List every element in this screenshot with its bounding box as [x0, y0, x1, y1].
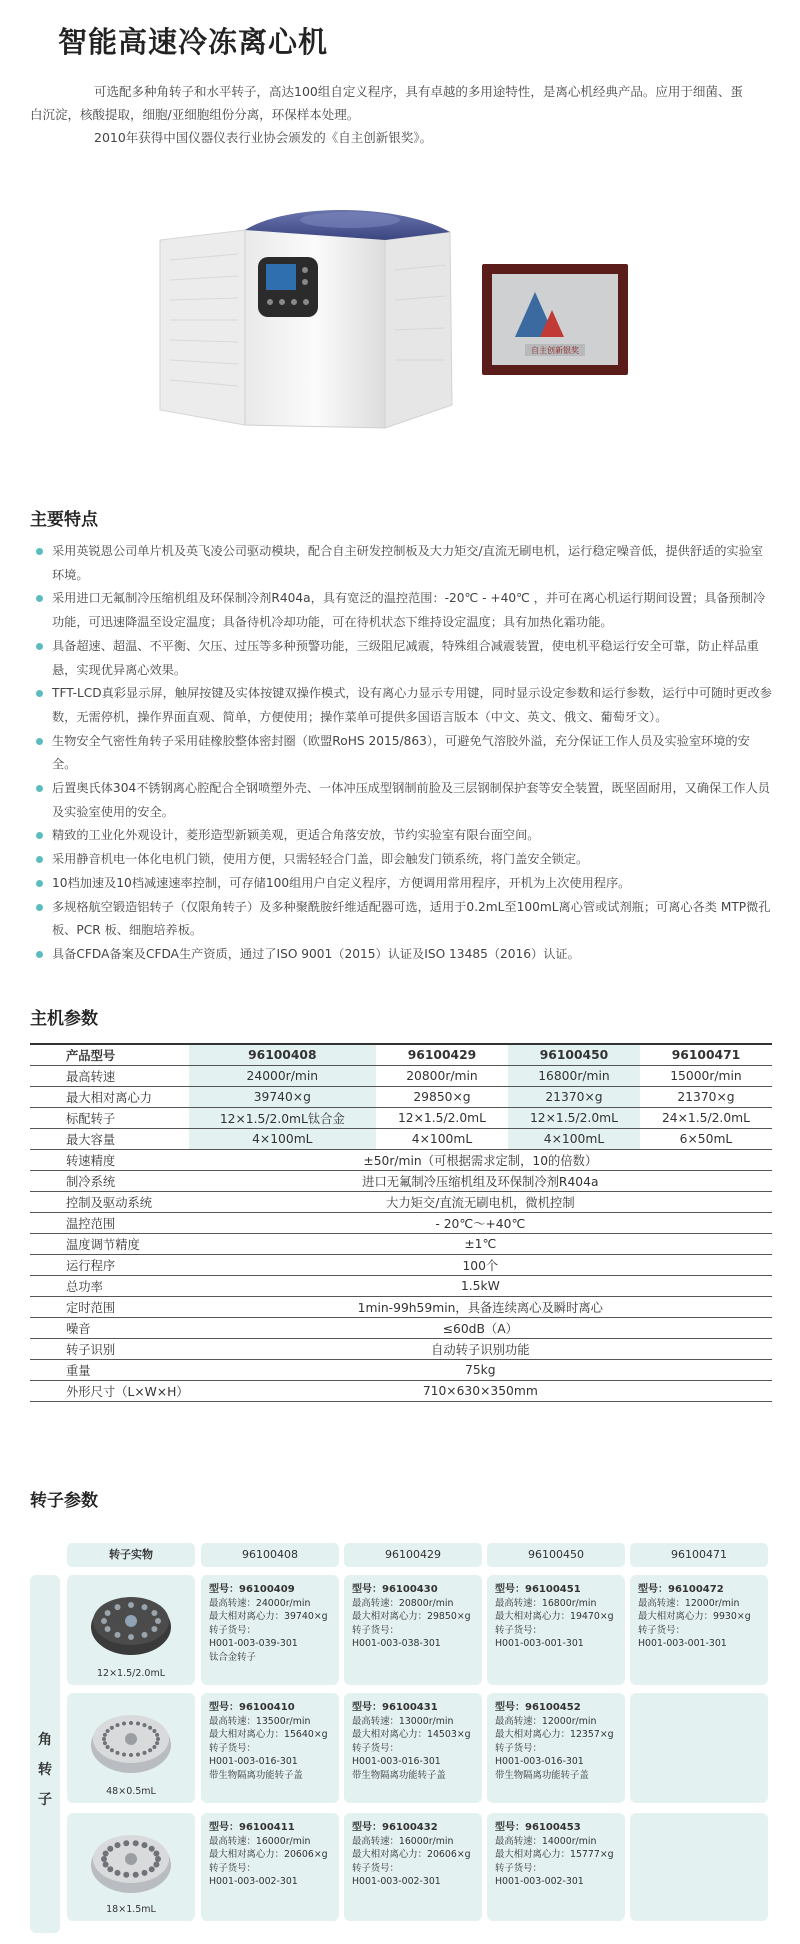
rotor-spec-line: 最高转速：24000r/min [209, 1597, 311, 1609]
rotor-empty-cell [630, 1813, 768, 1921]
rotor-spec-line: 带生物隔离功能转子盖 [209, 1769, 303, 1781]
spec-value: ±1℃ [189, 1233, 772, 1254]
spec-row [30, 1191, 772, 1212]
spec-label: 产品型号 [30, 1044, 189, 1065]
rotor-image-cell [67, 1693, 195, 1803]
rotor-spec-line: 带生物隔离功能转子盖 [495, 1769, 589, 1781]
spec-label: 运行程序 [30, 1254, 189, 1275]
spec-value: 24000r/min [189, 1065, 376, 1086]
spec-value: 1.5kW [189, 1275, 772, 1296]
rotor-model: 型号：96100430 [352, 1584, 438, 1595]
spec-label: 制冷系统 [30, 1170, 189, 1191]
rotor-spec-line: 最高转速：14000r/min [495, 1835, 597, 1847]
spec-value: 进口无氟制冷压缩机组及环保制冷剂R404a [189, 1170, 772, 1191]
spec-table [30, 1043, 772, 1402]
rotor-spec-line: 最大相对离心力：39740×g [209, 1611, 328, 1623]
spec-value: 29850×g [376, 1086, 508, 1107]
rotor-spec-line: 转子货号： [352, 1624, 399, 1636]
rotor-spec-line: H001-003-016-301 [209, 1756, 298, 1768]
features-title: 主要特点 [30, 510, 98, 530]
award-label: 自主创新银奖 [531, 346, 579, 355]
feature-item: 采用英锐恩公司单片机及英飞凌公司驱动模块，配合自主研发控制板及大力矩交/直流无刷电机，运行稳定噪音低，提供舒适的实验室环境。 [34, 540, 774, 587]
feature-item: 具备CFDA备案及CFDA生产资质，通过了ISO 9001（2015）认证及ISO 13485（2016）认证。 [34, 943, 774, 967]
feature-item: 10档加速及10档减速速率控制，可存储100组用户自定义程序，方便调用常用程序，开机为上次使用程序。 [34, 872, 774, 896]
rotor-spec-line: 转子货号： [495, 1742, 542, 1754]
rotor-spec-cell [630, 1575, 768, 1685]
rotor-image-caption: 48×0.5mL [106, 1786, 156, 1797]
rotor-spec-line: 转子货号： [352, 1862, 399, 1874]
rotor-header-image: 转子实物 [67, 1543, 195, 1567]
rotor-spec-line: 转子货号： [209, 1862, 256, 1874]
rotor-image-cell [67, 1813, 195, 1921]
spec-row [30, 1107, 772, 1128]
rotor-spec-line: H001-003-038-301 [352, 1638, 441, 1650]
spec-label: 转子识别 [30, 1338, 189, 1359]
rotor-spec-cell [201, 1693, 339, 1803]
rotor-model: 型号：96100452 [495, 1702, 581, 1713]
spec-row [30, 1128, 772, 1149]
spec-value: 15000r/min [640, 1065, 772, 1086]
spec-value: ±50r/min（可根据需求定制，10的倍数） [189, 1149, 772, 1170]
spec-model: 96100450 [508, 1044, 640, 1065]
rotor-spec-line: 最大相对离心力：14503×g [352, 1729, 471, 1741]
rotor-spec-line: 带生物隔离功能转子盖 [352, 1769, 446, 1781]
spec-row [30, 1233, 772, 1254]
feature-item: TFT-LCD真彩显示屏，触屏按键及实体按键双操作模式，设有离心力显示专用键，同时显示设定参数和运行参数，运行中可随时更改参数，无需停机，操作界面直观、简单，方便使用；操作菜单可提供多国语言版本（中文、英文、俄文、葡萄牙文）。 [34, 682, 774, 729]
rotor-side-label [30, 1575, 60, 1933]
rotor-spec-cell [201, 1813, 339, 1921]
spec-value: 100个 [189, 1254, 772, 1275]
spec-model: 96100471 [640, 1044, 772, 1065]
spec-label: 噪音 [30, 1317, 189, 1338]
spec-row [30, 1317, 772, 1338]
feature-item: 后置奥氏体304不锈钢离心腔配合全钢喷塑外壳、一体冲压成型钢制前脸及三层钢制保护套等安全装置，既坚固耐用，又确保工作人员及实验室使用的安全。 [34, 777, 774, 824]
spec-value: 12×1.5/2.0mL钛合金 [189, 1107, 376, 1128]
feature-item: 生物安全气密性角转子采用硅橡胶整体密封圈（欧盟RoHS 2015/863），可避免气溶胶外溢，充分保证工作人员及实验室环境的安全。 [34, 730, 774, 777]
rotor-side-char: 子 [38, 1792, 52, 1808]
centrifuge-product-image [150, 210, 480, 435]
rotor-icon [85, 1583, 177, 1663]
rotor-spec-line: 最高转速：20800r/min [352, 1597, 454, 1609]
rotor-spec-line: 转子货号： [495, 1624, 542, 1636]
rotor-spec-line: 转子货号： [638, 1624, 685, 1636]
spec-row [30, 1212, 772, 1233]
rotor-header-model: 96100471 [630, 1543, 768, 1567]
rotor-spec-line: 最高转速：13000r/min [352, 1715, 454, 1727]
rotor-spec-line: 最大相对离心力：20606×g [209, 1849, 328, 1861]
spec-label: 总功率 [30, 1275, 189, 1296]
spec-value: 4×100mL [376, 1128, 508, 1149]
spec-label: 最高转速 [30, 1065, 189, 1086]
feature-item: 精致的工业化外观设计，菱形造型新颖美观，更适合角落安放，节约实验室有限台面空间。 [34, 824, 774, 848]
rotor-spec-line: 转子货号： [209, 1742, 256, 1754]
rotor-spec-line: H001-003-002-301 [209, 1876, 298, 1888]
spec-label: 重量 [30, 1359, 189, 1380]
spec-label: 最大相对离心力 [30, 1086, 189, 1107]
rotor-icon [85, 1821, 177, 1901]
spec-value: 75kg [189, 1359, 772, 1380]
spec-row [30, 1149, 772, 1170]
spec-row [30, 1065, 772, 1086]
rotor-spec-line: 最大相对离心力：19470×g [495, 1611, 614, 1623]
rotor-spec-cell [201, 1575, 339, 1685]
spec-label: 定时范围 [30, 1296, 189, 1317]
rotor-model: 型号：96100409 [209, 1584, 295, 1595]
spec-label: 转速精度 [30, 1149, 189, 1170]
rotor-spec-line: H001-003-039-301 [209, 1638, 298, 1650]
rotor-spec-cell [344, 1813, 482, 1921]
rotor-model: 型号：96100411 [209, 1822, 295, 1833]
spec-value: 大力矩交/直流无刷电机，微机控制 [189, 1191, 772, 1212]
rotor-model: 型号：96100453 [495, 1822, 581, 1833]
spec-value: 4×100mL [508, 1128, 640, 1149]
features-list [34, 540, 774, 967]
rotor-header-model: 96100429 [344, 1543, 482, 1567]
spec-row [30, 1380, 772, 1401]
spec-value: 12×1.5/2.0mL [376, 1107, 508, 1128]
rotor-spec-line: 最高转速：16000r/min [209, 1835, 311, 1847]
rotor-spec-line: 转子货号： [209, 1624, 256, 1636]
rotor-spec-line: 最高转速：12000r/min [495, 1715, 597, 1727]
feature-item: 具备超速、超温、不平衡、欠压、过压等多种预警功能，三级阻尼减震，特殊组合减震装置，使电机平稳运行安全可靠，防止样品重悬，实现优异离心效果。 [34, 635, 774, 682]
spec-value: 自动转子识别功能 [189, 1338, 772, 1359]
rotor-spec-line: H001-003-016-301 [495, 1756, 584, 1768]
spec-value: 710×630×350mm [189, 1380, 772, 1401]
spec-value: - 20℃～+40℃ [189, 1212, 772, 1233]
rotor-spec-line: 最大相对离心力：15640×g [209, 1729, 328, 1741]
rotor-side-char: 角 [38, 1732, 52, 1748]
spec-row [30, 1359, 772, 1380]
rotor-spec-line: 最高转速：13500r/min [209, 1715, 311, 1727]
spec-value: 21370×g [508, 1086, 640, 1107]
spec-label: 温控范围 [30, 1212, 189, 1233]
rotor-spec-line: 转子货号： [495, 1862, 542, 1874]
rotor-spec-line: 最高转速：16800r/min [495, 1597, 597, 1609]
rotor-spec-line: 钛合金转子 [209, 1651, 256, 1663]
rotor-spec-cell [344, 1575, 482, 1685]
spec-value: 12×1.5/2.0mL [508, 1107, 640, 1128]
spec-value: 1min-99h59min，具备连续离心及瞬时离心 [189, 1296, 772, 1317]
spec-value: 16800r/min [508, 1065, 640, 1086]
spec-row [30, 1275, 772, 1296]
rotor-spec-line: H001-003-002-301 [495, 1876, 584, 1888]
rotor-spec-line: H001-003-002-301 [352, 1876, 441, 1888]
rotor-spec-line: 最高转速：12000r/min [638, 1597, 740, 1609]
spec-row [30, 1086, 772, 1107]
rotor-image-cell [67, 1575, 195, 1685]
rotor-empty-cell [630, 1693, 768, 1803]
rotor-spec-line: H001-003-016-301 [352, 1756, 441, 1768]
rotor-model: 型号：96100431 [352, 1702, 438, 1713]
rotor-side-char: 转 [38, 1762, 52, 1778]
award-plaque-image [480, 262, 630, 377]
rotor-spec-line: 最大相对离心力：9930×g [638, 1611, 751, 1623]
rotor-spec-line: H001-003-001-301 [638, 1638, 727, 1650]
rotor-spec-line: 最大相对离心力：15777×g [495, 1849, 614, 1861]
feature-item: 采用静音机电一体化电机门锁，使用方便，只需轻轻合门盖，即会触发门锁系统，将门盖安全锁定。 [34, 848, 774, 872]
spec-value: 24×1.5/2.0mL [640, 1107, 772, 1128]
page-title: 智能高速冷冻离心机 [58, 25, 329, 59]
rotor-spec-cell [344, 1693, 482, 1803]
rotor-title: 转子参数 [30, 1491, 98, 1511]
intro-text [30, 80, 750, 149]
spec-value: 20800r/min [376, 1065, 508, 1086]
intro-paragraph-2: 2010年获得中国仪器仪表行业协会颁发的《自主创新银奖》。 [94, 130, 433, 145]
rotor-model: 型号：96100410 [209, 1702, 295, 1713]
spec-value: 21370×g [640, 1086, 772, 1107]
rotor-spec-line: 最高转速：16000r/min [352, 1835, 454, 1847]
rotor-spec-line: 转子货号： [352, 1742, 399, 1754]
spec-label: 外形尺寸（L×W×H） [30, 1380, 189, 1401]
spec-row [30, 1296, 772, 1317]
spec-value: 6×50mL [640, 1128, 772, 1149]
spec-label: 温度调节精度 [30, 1233, 189, 1254]
rotor-spec-cell [487, 1575, 625, 1685]
rotor-image-caption: 18×1.5mL [106, 1904, 156, 1915]
spec-header-row [30, 1044, 772, 1065]
rotor-header-model: 96100408 [201, 1543, 339, 1567]
rotor-spec-line: 最大相对离心力：12357×g [495, 1729, 614, 1741]
feature-item: 采用进口无氟制冷压缩机组及环保制冷剂R404a，具有宽泛的温控范围：-20℃ - +40℃ ，并可在离心机运行期间设置；具备预制冷功能，可迅速降温至设定温度；具备待机冷却功能，可在待机状态下维持设定温度；具有加热化霜功能。 [34, 587, 774, 634]
feature-item: 多规格航空锻造铝转子（仅限角转子）及多种聚酰胺纤维适配器可选，适用于0.2mL至100mL离心管或试剂瓶；可离心各类 MTP微孔板、PCR 板、细胞培养板。 [34, 896, 774, 943]
rotor-image-caption: 12×1.5/2.0mL [96, 1668, 165, 1679]
rotor-spec-cell [487, 1693, 625, 1803]
rotor-spec-line: H001-003-001-301 [495, 1638, 584, 1650]
rotor-icon [85, 1701, 177, 1781]
rotor-model: 型号：96100432 [352, 1822, 438, 1833]
spec-row [30, 1170, 772, 1191]
spec-value: 4×100mL [189, 1128, 376, 1149]
rotor-spec-line: 最大相对离心力：29850×g [352, 1611, 471, 1623]
rotor-model: 型号：96100472 [638, 1584, 724, 1595]
spec-row [30, 1338, 772, 1359]
rotor-spec-cell [487, 1813, 625, 1921]
spec-model: 96100429 [376, 1044, 508, 1065]
spec-title: 主机参数 [30, 1009, 98, 1029]
spec-label: 标配转子 [30, 1107, 189, 1128]
rotor-model: 型号：96100451 [495, 1584, 581, 1595]
spec-value: 39740×g [189, 1086, 376, 1107]
spec-label: 控制及驱动系统 [30, 1191, 189, 1212]
spec-row [30, 1254, 772, 1275]
spec-model: 96100408 [189, 1044, 376, 1065]
intro-paragraph-1: 可选配多种角转子和水平转子，高达100组自定义程序，具有卓越的多用途特性，是离心机经典产品。应用于细菌、蛋白沉淀，核酸提取，细胞/亚细胞组份分离，环保样本处理。 [30, 84, 743, 122]
rotor-spec-line: 最大相对离心力：20606×g [352, 1849, 471, 1861]
rotor-header-model: 96100450 [487, 1543, 625, 1567]
spec-label: 最大容量 [30, 1128, 189, 1149]
spec-value: ≤60dB（A） [189, 1317, 772, 1338]
